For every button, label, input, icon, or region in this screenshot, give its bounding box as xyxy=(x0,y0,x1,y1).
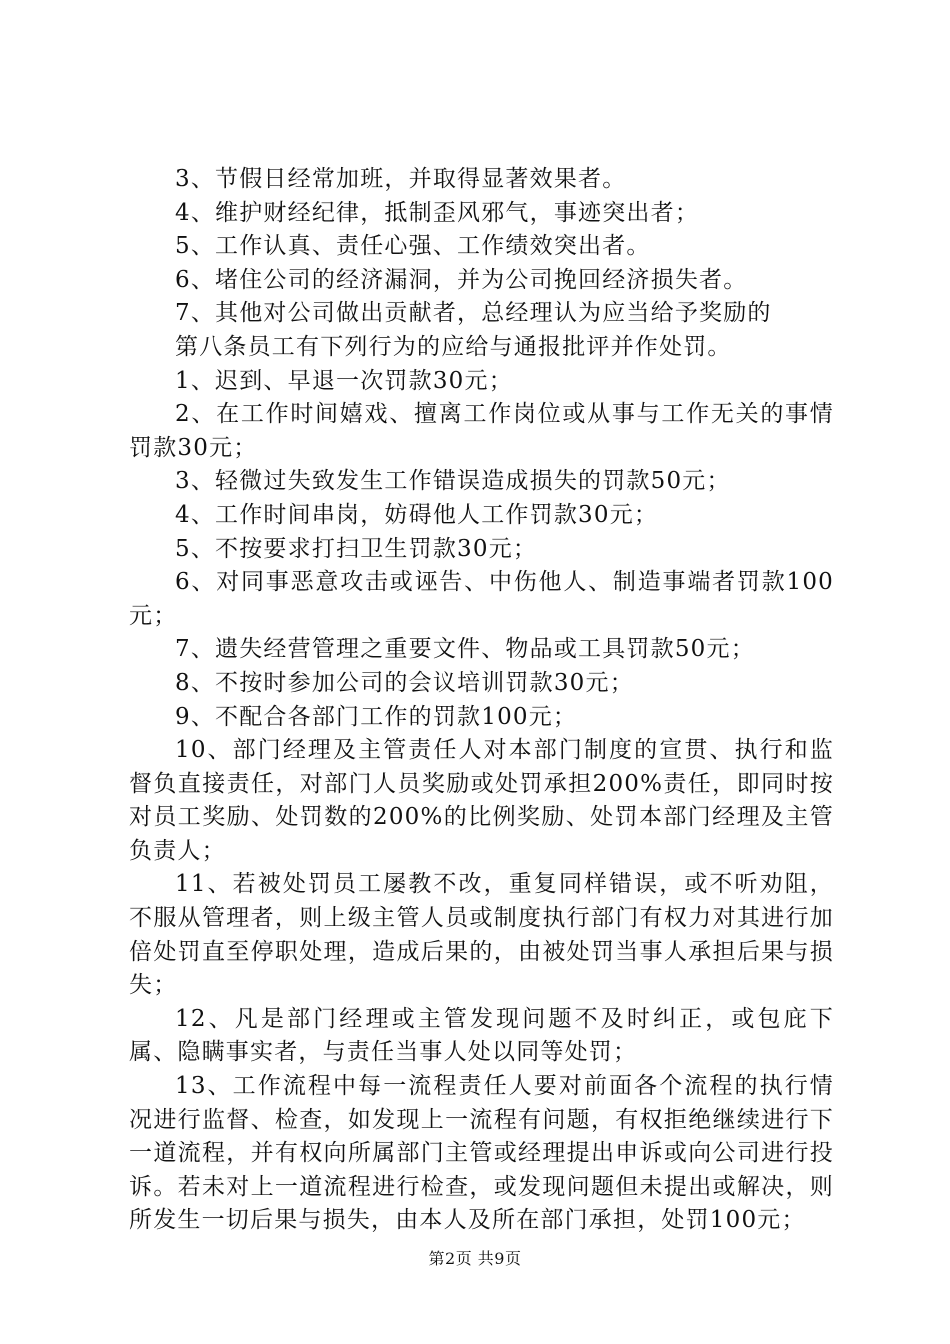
document-body xyxy=(129,163,834,1238)
paragraph-item-6: 6、堵住公司的经济漏洞，并为公司挽回经济损失者。 xyxy=(175,266,748,293)
penalty-item-10: 10、部门经理及主管责任人对本部门制度的宣贯、执行和监督负直接责任，对部门人员奖励或处罚承担200%责任，即同时按对员工奖励、处罚数的200%的比例奖励、处罚本部门经理及主管负责人； xyxy=(129,737,834,864)
penalty-item-13: 13、工作流程中每一流程责任人要对前面各个流程的执行情况进行监督、检查，如发现上一流程有问题，有权拒绝继续进行下一道流程，并有权向所属部门主管或经理提出申诉或向公司进行投诉。若未对上一道流程进行检查，或发现问题但未提出或解决，则所发生一切后果与损失，由本人及所在部门承担，处罚100元； xyxy=(129,1073,834,1234)
penalty-item-4: 4、工作时间串岗，妨碍他人工作罚款30元； xyxy=(175,501,659,528)
page-footer xyxy=(0,1246,950,1269)
penalty-item-7: 7、遗失经营管理之重要文件、物品或工具罚款50元； xyxy=(175,636,755,663)
penalty-item-12: 12、凡是部门经理或主管发现问题不及时纠正，或包庇下属、隐瞒事实者，与责任当事人处以同等处罚； xyxy=(129,1005,834,1066)
paragraph-item-4: 4、维护财经纪律，抵制歪风邪气，事迹突出者； xyxy=(175,199,700,226)
penalty-item-5: 5、不按要求打扫卫生罚款30元； xyxy=(175,535,538,562)
article-eight-heading: 第八条员工有下列行为的应给与通报批评并作处罚。 xyxy=(175,333,732,360)
paragraph-item-7: 7、其他对公司做出贡献者，总经理认为应当给予奖励的 xyxy=(175,300,772,327)
page-number-label: 第2页 共9页 xyxy=(428,1249,522,1268)
paragraph-item-5: 5、工作认真、责任心强、工作绩效突出者。 xyxy=(175,233,651,260)
penalty-item-6: 6、对同事恶意攻击或诬告、中伤他人、制造事端者罚款100元； xyxy=(129,569,834,629)
penalty-item-8: 8、不按时参加公司的会议培训罚款30元； xyxy=(175,669,634,696)
penalty-item-1: 1、迟到、早退一次罚款30元； xyxy=(175,367,513,394)
penalty-item-2: 2、在工作时间嬉戏、擅离工作岗位或从事与工作无关的事情罚款30元； xyxy=(129,401,834,461)
penalty-item-11: 11、若被处罚员工屡教不改，重复同样错误，或不听劝阻，不服从管理者，则上级主管人员或制度执行部门有权力对其进行加倍处罚直至停职处理，造成后果的，由被处罚当事人承担后果与损失； xyxy=(129,871,834,999)
penalty-item-3: 3、轻微过失致发生工作错误造成损失的罚款50元； xyxy=(175,468,731,495)
paragraph-item-3: 3、节假日经常加班，并取得显著效果者。 xyxy=(175,166,627,192)
penalty-item-9: 9、不配合各部门工作的罚款100元； xyxy=(175,703,578,730)
